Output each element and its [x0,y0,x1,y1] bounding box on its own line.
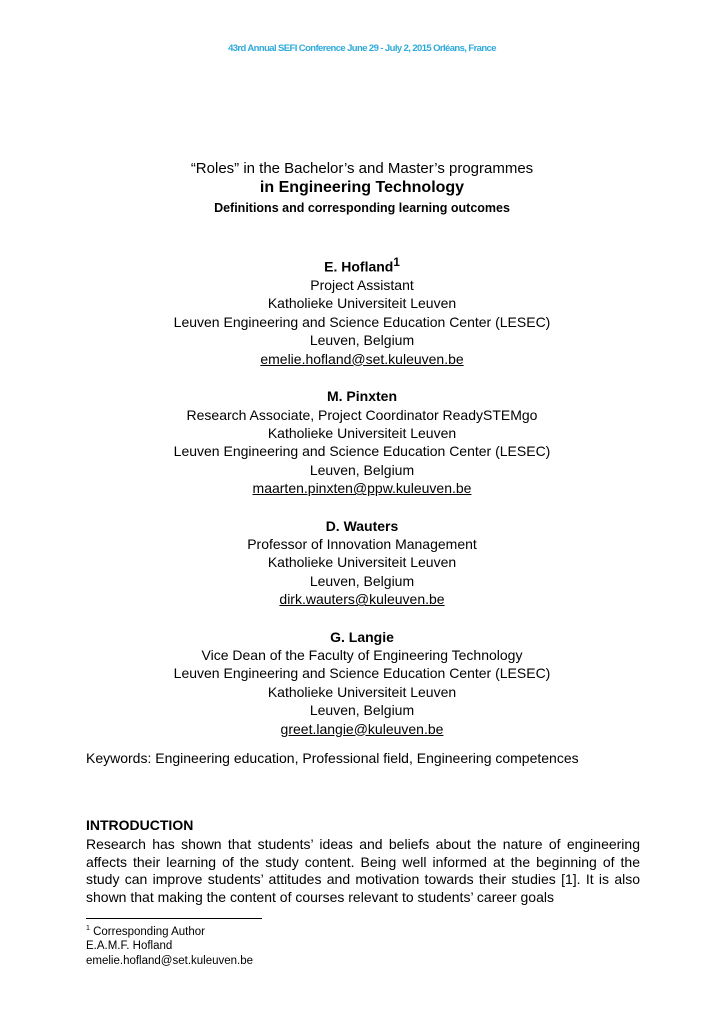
author-list [0,254,724,757]
author-position: Professor of Innovation Management [247,535,477,552]
author-name: E. Hofland$^1$ [324,256,400,275]
author-email-link[interactable]: maarten.pinxten@ppw.kuleuven.be [252,480,472,497]
footnote-label: $^1$ Corresponding Author [86,925,205,938]
author-email-link[interactable]: greet.langie@kuleuven.be [280,720,444,737]
conference-header: 43rd Annual SEFI Conference June 29 - July 2, 2015 Orléans, France [228,43,496,54]
author-block [0,254,724,368]
author-affiliation: Katholieke Universiteit Leuven [267,683,457,700]
author-block [0,628,724,738]
author-position: Vice Dean of the Faculty of Engineering Technology [201,646,523,663]
author-affiliation: Leuven Engineering and Science Education Center (LESEC) [173,443,551,460]
author-email-link[interactable]: dirk.wauters@kuleuven.be [279,591,445,608]
author-name: M. Pinxten [326,388,397,405]
author-affiliation: Katholieke Universiteit Leuven [267,554,457,571]
footnote-marker: 1 [86,925,90,932]
author-affiliation: Katholieke Universiteit Leuven [267,295,457,312]
author-location: Leuven, Belgium [309,702,415,719]
author-name: D. Wauters [325,517,399,534]
author-affiliation: Leuven Engineering and Science Education Center (LESEC) [173,665,551,682]
author-block [0,387,724,497]
author-name: G. Langie [330,628,394,645]
author-block [0,517,724,609]
author-location: Leuven, Belgium [309,572,415,589]
footnote-email: emelie.hofland@set.kuleuven.be [86,955,254,968]
author-position: Project Assistant [310,277,414,294]
author-affiliation: Leuven Engineering and Science Education Center (LESEC) [173,313,551,330]
paper-title-line1: “Roles” in the Bachelor’s and Master’s programmes [190,160,534,177]
footnote-separator [86,918,262,919]
introduction-paragraph: Research has shown that students’ ideas and beliefs about the nature of engineering affects their learning of the study content. Being well informed at the beginning of the study can improve students’ attitudes and motivation towards their studies [1]. It is also shown that making the content of courses relevant to students’ career goals [86,836,640,905]
footnote [86,922,253,969]
footnote-author-name: E.A.M.F. Hofland [86,940,173,953]
paper-title-line2: in Engineering Technology [259,179,465,196]
author-position: Research Associate, Project Coordinator ReadySTEMgo [186,406,538,423]
author-location: Leuven, Belgium [309,461,415,478]
author-affiliation: Katholieke Universiteit Leuven [267,424,457,441]
keywords-line: Keywords: Engineering education, Professional field, Engineering competences [86,750,579,766]
title-block [0,160,724,219]
author-footnote-marker: 1 [393,256,400,269]
paper-subtitle: Definitions and corresponding learning outcomes [214,201,510,215]
section-heading-introduction: INTRODUCTION [86,817,194,833]
author-email-link[interactable]: emelie.hofland@set.kuleuven.be [260,350,464,367]
author-location: Leuven, Belgium [309,332,415,349]
